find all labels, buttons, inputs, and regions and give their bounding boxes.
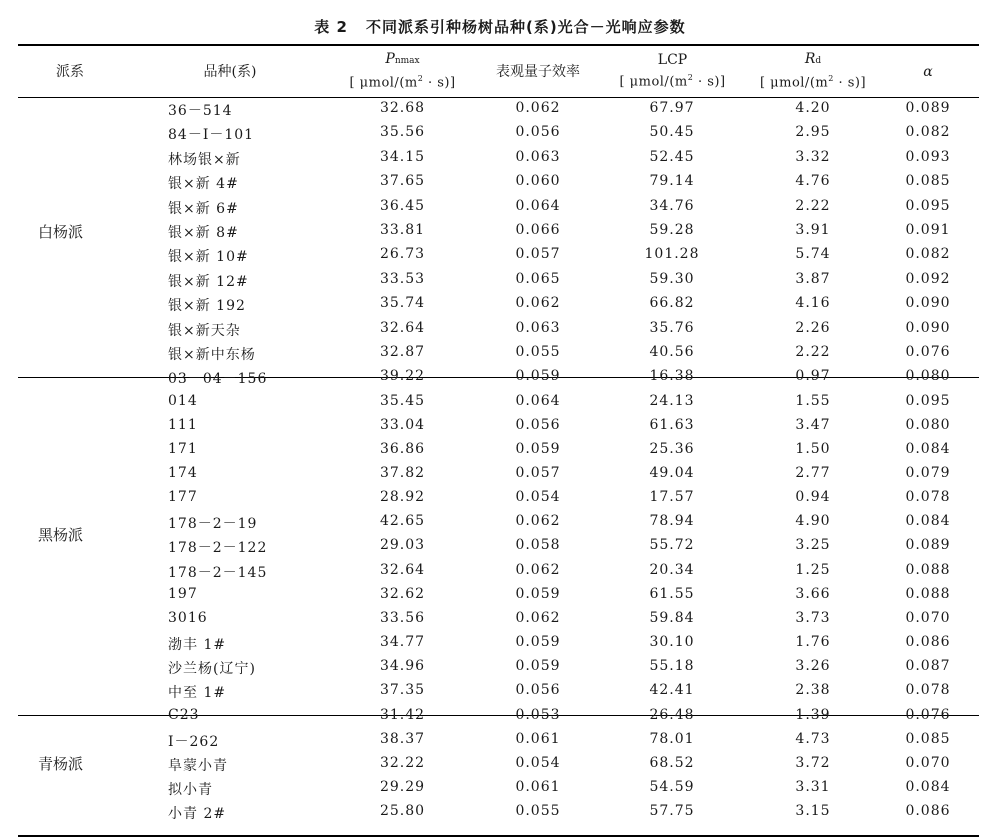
- lcp-cell: 50.45: [649, 124, 695, 141]
- pnmax-unit-a: [ μmol/(m: [349, 75, 418, 91]
- rd-cell: 0.97: [795, 368, 831, 385]
- rd-cell: 3.91: [795, 222, 831, 238]
- alpha-cell: 0.086: [905, 802, 951, 819]
- lcp-cell: 61.63: [649, 416, 695, 433]
- variety-cell: 014: [168, 392, 198, 409]
- rd-cell: 3.72: [795, 754, 831, 771]
- lcp-cell: 34.76: [649, 197, 695, 214]
- table-row: [0, 534, 1000, 558]
- header-faction-label: 派系: [56, 63, 84, 80]
- alpha-cell: 0.079: [905, 465, 951, 481]
- table-row: [0, 583, 1000, 607]
- lcp-cell: 17.57: [649, 489, 695, 506]
- pnmax-cell: 37.35: [379, 682, 426, 699]
- pnmax-cell: 39.22: [379, 368, 426, 385]
- variety-cell: 银×新 8#: [168, 225, 239, 241]
- pnmax-cell: 25.80: [379, 802, 426, 819]
- table-row: [0, 752, 1000, 776]
- variety-cell: 拟小青: [168, 781, 213, 798]
- aqe-cell: 0.058: [515, 537, 561, 554]
- rd-unit-b: · s)]: [833, 75, 867, 91]
- rd-cell: 1.25: [795, 561, 831, 578]
- lcp-unit-a: [ μmol/(m: [619, 74, 688, 90]
- alpha-cell: 0.070: [905, 609, 951, 626]
- lcp-cell: 68.52: [649, 754, 695, 771]
- aqe-cell: 0.064: [515, 392, 561, 409]
- aqe-cell: 0.056: [515, 416, 561, 433]
- lcp-unit-b: · s)]: [693, 74, 726, 90]
- lcp-cell: 57.75: [649, 802, 695, 819]
- lcp-cell: 78.94: [649, 513, 695, 530]
- table-row: [0, 800, 1000, 824]
- alpha-cell: 0.082: [905, 124, 951, 141]
- table-row: [0, 365, 1000, 389]
- alpha-cell: 0.087: [905, 658, 951, 675]
- lcp-cell: 55.18: [649, 658, 695, 675]
- pnmax-cell: 38.37: [379, 730, 426, 747]
- variety-cell: C23: [168, 706, 200, 723]
- pnmax-cell: 36.45: [379, 197, 426, 214]
- alpha-cell: 0.085: [905, 173, 951, 190]
- variety-cell: 阜蒙小青: [168, 757, 228, 774]
- table-row: [0, 97, 1000, 121]
- rd-cell: 2.77: [795, 465, 831, 481]
- pnmax-cell: 35.74: [379, 295, 426, 312]
- lcp-cell: 59.30: [649, 270, 695, 287]
- table-row: [0, 679, 1000, 703]
- variety-cell: 银×新 192: [168, 298, 246, 315]
- rd-cell: 3.47: [795, 416, 831, 433]
- alpha-cell: 0.090: [905, 295, 951, 312]
- pnmax-cell: 34.15: [379, 148, 426, 165]
- rd-cell: 2.26: [795, 319, 831, 336]
- lcp-cell: 30.10: [649, 634, 695, 651]
- pnmax-cell: 26.73: [379, 246, 426, 263]
- aqe-cell: 0.062: [515, 513, 561, 530]
- pnmax-subscript: nmax: [394, 56, 420, 67]
- aqe-cell: 0.059: [515, 658, 561, 675]
- rd-unit-a: [ μmol/(m: [759, 75, 829, 91]
- table-row: [0, 510, 1000, 534]
- table-number: 表 2: [314, 18, 348, 36]
- table-row: [0, 559, 1000, 583]
- aqe-cell: 0.056: [515, 124, 561, 141]
- variety-cell: 沙兰杨(辽宁): [168, 661, 256, 678]
- lcp-cell: 49.04: [649, 465, 695, 481]
- lcp-cell: 61.55: [649, 585, 695, 602]
- header-rd-symbol: [805, 50, 821, 70]
- variety-cell: I－262: [168, 733, 220, 750]
- pnmax-cell: 32.64: [379, 561, 426, 578]
- alpha-cell: 0.086: [905, 634, 951, 651]
- lcp-cell: 40.56: [649, 344, 695, 360]
- variety-cell: 银×新 10#: [168, 249, 249, 266]
- variety-cell: 36－514: [168, 103, 233, 119]
- alpha-cell: 0.095: [905, 392, 951, 409]
- rd-unit-sup: 2: [828, 74, 834, 84]
- table-row: [0, 121, 1000, 145]
- variety-cell: 银×新 12#: [168, 273, 249, 290]
- table-row: [0, 219, 1000, 243]
- pnmax-cell: 42.65: [379, 513, 426, 530]
- pnmax-cell: 29.03: [379, 537, 426, 554]
- alpha-cell: 0.095: [905, 197, 951, 214]
- lcp-cell: 35.76: [649, 319, 695, 336]
- aqe-cell: 0.063: [515, 148, 561, 165]
- rd-cell: 2.22: [795, 344, 831, 360]
- header-pnmax-unit: [349, 70, 455, 92]
- rd-cell: 0.94: [795, 489, 831, 506]
- pnmax-cell: 36.86: [379, 440, 426, 457]
- faction-label: 青杨派: [38, 755, 84, 773]
- variety-cell: 3016: [168, 609, 208, 626]
- faction-label: 黑杨派: [38, 525, 84, 544]
- table-row: [0, 243, 1000, 267]
- table-row: [0, 438, 1000, 462]
- table-row: [0, 170, 1000, 194]
- lcp-cell: 79.14: [649, 173, 695, 190]
- alpha-cell: 0.084: [905, 778, 951, 795]
- alpha-cell: 0.089: [905, 537, 951, 554]
- variety-cell: 03－04－156: [168, 371, 268, 388]
- alpha-cell: 0.088: [905, 585, 951, 602]
- rd-cell: 2.95: [795, 124, 831, 141]
- alpha-cell: 0.078: [905, 682, 951, 699]
- pnmax-unit-sup: 2: [417, 74, 424, 84]
- pnmax-cell: 32.68: [379, 100, 426, 116]
- pnmax-cell: 35.45: [379, 392, 426, 409]
- table-row: [0, 390, 1000, 414]
- bottom-rule: [18, 835, 979, 837]
- rd-cell: 3.73: [795, 609, 831, 626]
- table-row: [0, 292, 1000, 316]
- variety-cell: 178－2－122: [168, 540, 268, 557]
- rd-cell: 2.38: [795, 682, 831, 699]
- aqe-cell: 0.065: [515, 270, 561, 287]
- variety-cell: 111: [168, 416, 198, 433]
- pnmax-cell: 35.56: [379, 124, 426, 141]
- pnmax-cell: 29.29: [379, 778, 426, 795]
- lcp-cell: 59.28: [649, 222, 695, 238]
- alpha-cell: 0.082: [905, 246, 951, 263]
- alpha-cell: 0.092: [905, 270, 951, 287]
- rd-cell: 1.50: [795, 440, 831, 457]
- table-row: [0, 462, 1000, 486]
- alpha-cell: 0.084: [905, 513, 951, 530]
- aqe-cell: 0.053: [515, 706, 561, 723]
- rd-cell: 3.25: [795, 537, 831, 554]
- table-row: [0, 728, 1000, 752]
- lcp-cell: 54.59: [649, 778, 695, 795]
- variety-cell: 178－2－145: [168, 564, 268, 581]
- variety-cell: 银×新 6#: [168, 200, 239, 217]
- header-variety: [180, 46, 280, 97]
- table-row: [0, 486, 1000, 510]
- header-aqe-label: 表观量子效率: [496, 63, 580, 80]
- aqe-cell: 0.055: [515, 344, 561, 360]
- alpha-cell: 0.090: [905, 319, 951, 336]
- alpha-cell: 0.093: [905, 148, 951, 165]
- table-row: [0, 317, 1000, 341]
- pnmax-cell: 32.22: [379, 754, 426, 771]
- table-row: [0, 655, 1000, 679]
- variety-cell: 177: [168, 489, 198, 506]
- lcp-cell: 66.82: [649, 295, 695, 312]
- aqe-cell: 0.062: [515, 100, 561, 116]
- aqe-cell: 0.056: [515, 682, 561, 699]
- rd-cell: 3.32: [795, 148, 831, 165]
- pnmax-cell: 37.82: [379, 465, 426, 481]
- rd-cell: 4.73: [795, 730, 831, 747]
- aqe-cell: 0.059: [515, 634, 561, 651]
- alpha-cell: 0.078: [905, 489, 951, 506]
- faction-label: 白杨派: [38, 222, 84, 241]
- aqe-cell: 0.062: [515, 295, 561, 312]
- rd-letter: R: [804, 51, 816, 68]
- table-row: [0, 268, 1000, 292]
- header-pnmax: [330, 46, 475, 97]
- header-lcp: [605, 46, 740, 97]
- table-row: [0, 704, 1000, 728]
- rd-cell: 1.39: [795, 706, 831, 723]
- header-aqe: [478, 46, 598, 97]
- header-pnmax-symbol: [385, 50, 419, 70]
- table-caption: [0, 16, 1000, 37]
- rd-cell: 4.76: [795, 173, 831, 190]
- variety-cell: 197: [168, 585, 198, 602]
- variety-cell: 中至 1#: [168, 685, 227, 702]
- aqe-cell: 0.063: [515, 319, 561, 336]
- aqe-cell: 0.060: [515, 173, 561, 190]
- pnmax-cell: 33.53: [379, 270, 426, 287]
- pnmax-letter: P: [385, 51, 395, 68]
- rd-cell: 3.66: [795, 585, 831, 602]
- pnmax-cell: 32.64: [379, 319, 426, 336]
- alpha-cell: 0.070: [905, 754, 951, 771]
- header-variety-label: 品种(系): [203, 63, 257, 80]
- variety-cell: 174: [168, 465, 198, 481]
- aqe-cell: 0.061: [515, 730, 561, 747]
- rd-cell: 4.90: [795, 513, 831, 530]
- pnmax-cell: 33.81: [379, 222, 426, 238]
- aqe-cell: 0.059: [515, 440, 561, 457]
- alpha-cell: 0.091: [905, 222, 951, 238]
- table-title: 不同派系引种杨树品种(系)光合－光响应参数: [365, 18, 686, 36]
- rd-cell: 4.16: [795, 295, 831, 312]
- lcp-cell: 24.13: [649, 392, 695, 409]
- rd-cell: 1.55: [795, 392, 831, 409]
- rd-cell: 3.87: [795, 270, 831, 287]
- pnmax-cell: 32.62: [379, 585, 426, 602]
- aqe-cell: 0.059: [515, 585, 561, 602]
- alpha-cell: 0.080: [905, 416, 951, 433]
- alpha-cell: 0.084: [905, 440, 951, 457]
- table-row: [0, 776, 1000, 800]
- variety-cell: 林场银×新: [168, 151, 241, 168]
- lcp-cell: 59.84: [649, 609, 695, 626]
- alpha-cell: 0.076: [905, 706, 951, 723]
- lcp-cell: 16.38: [649, 368, 695, 385]
- aqe-cell: 0.057: [515, 465, 561, 481]
- header-faction: [40, 46, 100, 97]
- lcp-unit-sup: 2: [687, 73, 694, 83]
- alpha-cell: 0.076: [905, 344, 951, 360]
- lcp-cell: 42.41: [649, 682, 695, 699]
- lcp-cell: 20.34: [649, 561, 695, 578]
- pnmax-cell: 34.77: [379, 634, 426, 651]
- lcp-cell: 52.45: [649, 148, 695, 165]
- aqe-cell: 0.055: [515, 802, 561, 819]
- header-rd-unit: [760, 70, 866, 92]
- table-row: [0, 146, 1000, 170]
- pnmax-cell: 28.92: [379, 489, 426, 506]
- rd-cell: 4.20: [795, 100, 831, 116]
- lcp-cell: 55.72: [649, 537, 695, 554]
- variety-cell: 178－2－19: [168, 516, 258, 533]
- header-lcp-unit: [619, 69, 725, 91]
- rd-cell: 3.31: [795, 778, 831, 795]
- pnmax-cell: 33.56: [379, 609, 426, 626]
- lcp-cell: 26.48: [649, 706, 695, 723]
- pnmax-cell: 33.04: [379, 416, 426, 433]
- header-alpha-label: α: [923, 63, 933, 80]
- table-row: [0, 607, 1000, 631]
- table-row: [0, 195, 1000, 219]
- variety-cell: 银×新天杂: [168, 322, 241, 339]
- pnmax-unit-b: · s)]: [423, 75, 456, 91]
- variety-cell: 171: [168, 440, 198, 457]
- table-row: [0, 631, 1000, 655]
- variety-cell: 小青 2#: [168, 805, 227, 822]
- aqe-cell: 0.057: [515, 246, 561, 263]
- header-alpha: [880, 46, 976, 97]
- aqe-cell: 0.066: [515, 222, 561, 238]
- aqe-cell: 0.062: [515, 609, 561, 626]
- aqe-cell: 0.062: [515, 561, 561, 578]
- alpha-cell: 0.085: [905, 730, 951, 747]
- rd-cell: 3.26: [795, 658, 831, 675]
- aqe-cell: 0.064: [515, 197, 561, 214]
- alpha-cell: 0.088: [905, 561, 951, 578]
- aqe-cell: 0.061: [515, 778, 561, 795]
- header-lcp-label: LCP: [657, 52, 688, 69]
- lcp-cell: 25.36: [649, 440, 695, 457]
- table-row: [0, 341, 1000, 365]
- aqe-cell: 0.054: [515, 754, 561, 771]
- rd-cell: 1.76: [795, 634, 831, 651]
- lcp-cell: 78.01: [649, 730, 695, 747]
- pnmax-cell: 31.42: [379, 706, 426, 723]
- rd-cell: 5.74: [795, 246, 831, 263]
- aqe-cell: 0.054: [515, 489, 561, 506]
- rd-subscript: d: [815, 56, 822, 67]
- aqe-cell: 0.059: [515, 368, 561, 385]
- variety-cell: 银×新 4#: [168, 176, 239, 193]
- pnmax-cell: 37.65: [379, 173, 426, 190]
- header-rd: [748, 46, 878, 97]
- lcp-cell: 101.28: [644, 246, 700, 263]
- lcp-cell: 67.97: [649, 100, 695, 116]
- pnmax-cell: 34.96: [379, 658, 426, 675]
- rd-cell: 3.15: [795, 802, 831, 819]
- variety-cell: 渤丰 1#: [168, 637, 227, 654]
- alpha-cell: 0.089: [905, 100, 951, 116]
- pnmax-cell: 32.87: [379, 344, 426, 360]
- alpha-cell: 0.080: [905, 368, 951, 385]
- variety-cell: 84－I－101: [168, 127, 255, 144]
- variety-cell: 银×新中东杨: [168, 347, 256, 363]
- rd-cell: 2.22: [795, 197, 831, 214]
- table-row: [0, 414, 1000, 438]
